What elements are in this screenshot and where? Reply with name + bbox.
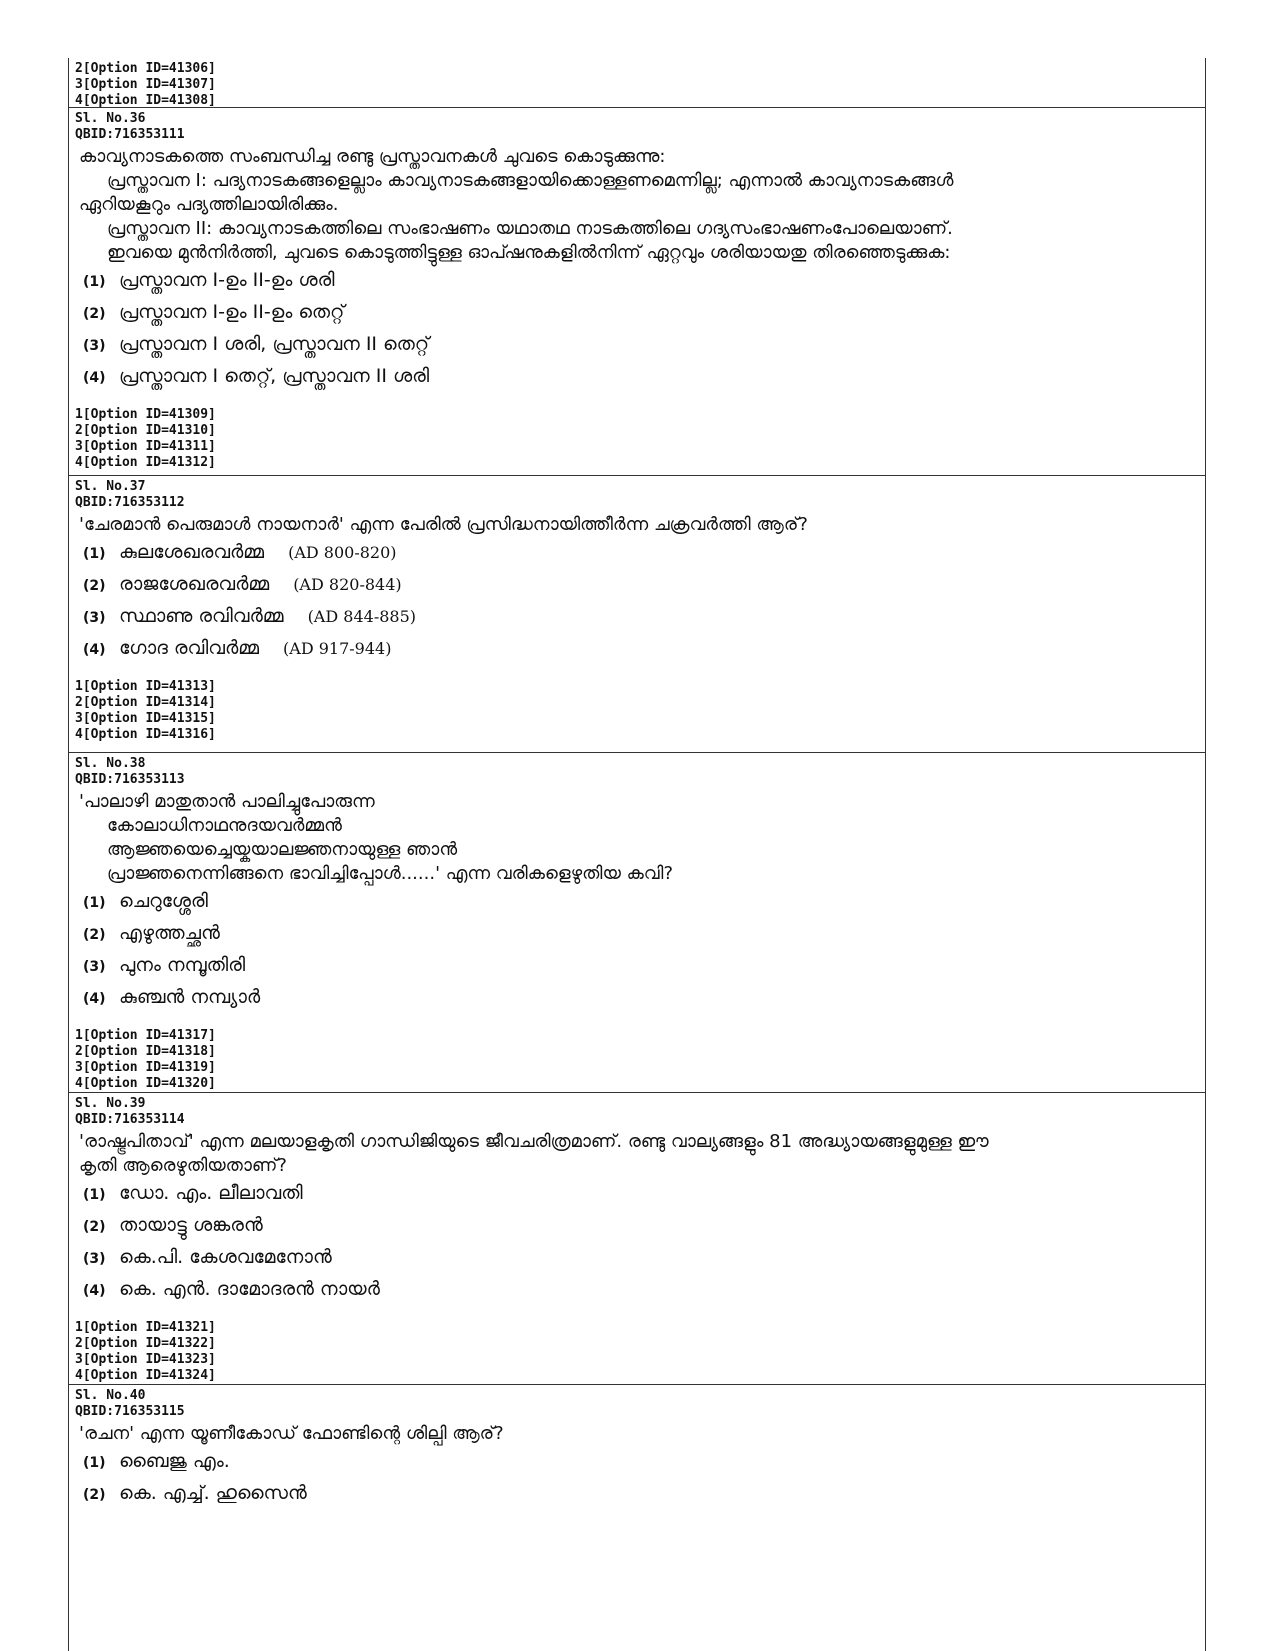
option-id-list bbox=[75, 1320, 1199, 1384]
question-line: കൃതി ആരെഴുതിയതാണ്? bbox=[79, 1155, 287, 1176]
question-line: പ്രസ്താവന II: കാവ്യനാടകത്തിലെ സംഭാഷണം യഥാതഥ നാടകത്തിലെ ഗദ്യസംഭാഷണംപോലെയാണ്. bbox=[107, 218, 953, 239]
option-number: (4) bbox=[83, 370, 106, 386]
question-line: പ്രസ്താവന I: പദ്യനാടകങ്ങളെല്ലാം കാവ്യനാടകങ്ങളായിക്കൊള്ളണമെന്നില്ല; എന്നാൽ കാവ്യനാടകങ്ങൾ bbox=[107, 170, 954, 191]
option-id: 1[Option ID=41321] bbox=[75, 1320, 216, 1335]
option-item bbox=[75, 269, 1199, 301]
option-number: (3) bbox=[83, 338, 106, 354]
option-item bbox=[75, 1214, 1199, 1246]
option-item bbox=[75, 922, 1199, 954]
option-item bbox=[75, 986, 1199, 1018]
option-id: 1[Option ID=41309] bbox=[75, 407, 216, 422]
serial-number: Sl. No.40 bbox=[75, 1388, 146, 1403]
previous-option-ids bbox=[69, 58, 1205, 108]
question-text bbox=[75, 1130, 1199, 1178]
question-line: കാവ്യനാടകത്തെ സംബന്ധിച്ച രണ്ടു പ്രസ്താവനകൾ ചുവടെ കൊടുക്കുന്നു: bbox=[79, 146, 666, 167]
option-text: കെ.പി. കേശവമേനോൻ bbox=[119, 1246, 332, 1268]
option-text: ഗോദ രവിവർമ്മ bbox=[119, 637, 260, 659]
option-id: 3[Option ID=41315] bbox=[75, 711, 216, 726]
option-id-list bbox=[75, 1028, 1199, 1092]
qbid: QBID:716353114 bbox=[75, 1112, 185, 1127]
option-number: (1) bbox=[83, 1187, 106, 1203]
qbid: QBID:716353113 bbox=[75, 772, 185, 787]
question-text bbox=[75, 790, 1199, 886]
option-number: (3) bbox=[83, 959, 106, 975]
option-id: 1[Option ID=41317] bbox=[75, 1028, 216, 1043]
serial-number: Sl. No.39 bbox=[75, 1096, 146, 1111]
option-text: ബൈജു എം. bbox=[119, 1450, 230, 1472]
question-text bbox=[75, 513, 1199, 537]
question-line: 'പാലാഴി മാതുതാൻ പാലിച്ചുപോരുന്ന bbox=[79, 791, 375, 812]
option-text: തായാട്ടു ശങ്കരൻ bbox=[119, 1214, 263, 1236]
option-text: പ്രസ്താവന I തെറ്റ്, പ്രസ്താവന II ശരി bbox=[119, 365, 430, 387]
option-id: 4[Option ID=41316] bbox=[75, 727, 216, 742]
option-year: (AD 844-885) bbox=[307, 607, 416, 626]
option-id-list bbox=[75, 679, 1199, 743]
option-text: കെ. എൻ. ദാമോദരൻ നായർ bbox=[119, 1278, 380, 1300]
option-item bbox=[75, 1246, 1199, 1278]
question-text bbox=[75, 1422, 1199, 1446]
option-year: (AD 820-844) bbox=[293, 575, 402, 594]
serial-number: Sl. No.36 bbox=[75, 111, 146, 126]
option-number: (4) bbox=[83, 1283, 106, 1299]
option-id: 3[Option ID=41311] bbox=[75, 439, 216, 454]
option-item bbox=[75, 301, 1199, 333]
option-text: രാജശേഖരവർമ്മ bbox=[119, 573, 270, 595]
option-item bbox=[75, 365, 1199, 397]
option-number: (2) bbox=[83, 578, 106, 594]
option-id: 1[Option ID=41313] bbox=[75, 679, 216, 694]
option-item bbox=[75, 541, 1199, 573]
option-number: (1) bbox=[83, 274, 106, 290]
option-text: കുലശേഖരവർമ്മ bbox=[119, 541, 265, 563]
option-id: 2[Option ID=41314] bbox=[75, 695, 216, 710]
question-block bbox=[69, 1385, 1205, 1585]
option-number: (4) bbox=[83, 642, 106, 658]
option-number: (2) bbox=[83, 306, 106, 322]
option-id: 4[Option ID=41312] bbox=[75, 455, 216, 470]
question-line: 'രാഷ്ട്രപിതാവ്' എന്ന മലയാളകൃതി ഗാന്ധിജിയുടെ ജീവചരിത്രമാണ്. രണ്ടു വാല്യങ്ങളും 81 അദ്ധ്യായങ്ങളുമുള്ള ഈ bbox=[79, 1131, 989, 1152]
option-id: 3[Option ID=41323] bbox=[75, 1352, 216, 1367]
question-line: കോലാധിനാഥനുദയവർമ്മൻ bbox=[107, 815, 342, 836]
option-number: (3) bbox=[83, 610, 106, 626]
option-number: (1) bbox=[83, 1455, 106, 1471]
question-line: ഏറിയകൂറും പദ്യത്തിലായിരിക്കും. bbox=[79, 194, 339, 215]
question-block bbox=[69, 476, 1205, 753]
option-item bbox=[75, 890, 1199, 922]
option-item bbox=[75, 605, 1199, 637]
option-id-list bbox=[75, 407, 1199, 471]
option-id: 4[Option ID=41324] bbox=[75, 1368, 216, 1383]
option-id: 4[Option ID=41308] bbox=[75, 93, 216, 108]
option-text: പ്രസ്താവന I-ഉം II-ഉം ശരി bbox=[119, 269, 335, 291]
option-year: (AD 917-944) bbox=[283, 639, 392, 658]
option-item bbox=[75, 954, 1199, 986]
option-id: 2[Option ID=41306] bbox=[75, 61, 216, 76]
option-item bbox=[75, 637, 1199, 669]
option-item bbox=[75, 1450, 1199, 1482]
question-paper bbox=[68, 58, 1206, 1651]
question-block bbox=[69, 108, 1205, 476]
option-item bbox=[75, 1278, 1199, 1310]
option-text: പ്രസ്താവന I ശരി, പ്രസ്താവന II തെറ്റ് bbox=[119, 333, 430, 355]
option-item bbox=[75, 333, 1199, 365]
option-number: (2) bbox=[83, 927, 106, 943]
option-number: (4) bbox=[83, 991, 106, 1007]
question-block bbox=[69, 1093, 1205, 1385]
option-id: 3[Option ID=41319] bbox=[75, 1060, 216, 1075]
option-item bbox=[75, 573, 1199, 605]
option-id: 2[Option ID=41310] bbox=[75, 423, 216, 438]
option-text: സ്ഥാണു രവിവർമ്മ bbox=[119, 605, 284, 627]
option-number: (1) bbox=[83, 895, 106, 911]
option-number: (2) bbox=[83, 1487, 106, 1503]
question-line: 'ചേരമാൻ പെരുമാൾ നായനാർ' എന്ന പേരിൽ പ്രസിദ്ധനായിത്തീർന്ന ചക്രവർത്തി ആര്? bbox=[79, 514, 808, 535]
option-text: പ്രസ്താവന I-ഉം II-ഉം തെറ്റ് bbox=[119, 301, 345, 323]
option-id: 3[Option ID=41307] bbox=[75, 77, 216, 92]
question-text bbox=[75, 145, 1199, 265]
option-text: പുനം നമ്പൂതിരി bbox=[119, 954, 246, 976]
option-id: 2[Option ID=41322] bbox=[75, 1336, 216, 1351]
qbid: QBID:716353111 bbox=[75, 127, 185, 142]
option-text: ഡോ. എം. ലീലാവതി bbox=[119, 1182, 303, 1204]
qbid: QBID:716353115 bbox=[75, 1404, 185, 1419]
qbid: QBID:716353112 bbox=[75, 495, 185, 510]
option-item bbox=[75, 1182, 1199, 1214]
serial-number: Sl. No.37 bbox=[75, 479, 146, 494]
question-line: പ്രാജ്ഞനെന്നിങ്ങനെ ഭാവിച്ചിപ്പോൾ......' എന്ന വരികളെഴുതിയ കവി? bbox=[107, 863, 674, 884]
question-line: 'രചന' എന്ന യൂണീകോഡ് ഫോണ്ടിന്റെ ശില്പി ആര്? bbox=[79, 1423, 504, 1444]
question-line: ആജ്ഞയെച്ചെയ്കയാലജ്ഞനായുള്ള ഞാൻ bbox=[107, 839, 458, 860]
question-block bbox=[69, 753, 1205, 1093]
option-year: (AD 800-820) bbox=[288, 543, 397, 562]
option-text: കുഞ്ചൻ നമ്പ്യാർ bbox=[119, 986, 261, 1008]
option-text: എഴുത്തച്ഛൻ bbox=[119, 922, 220, 944]
option-text: ചെറുശ്ശേരി bbox=[119, 890, 208, 912]
option-id: 2[Option ID=41318] bbox=[75, 1044, 216, 1059]
serial-number: Sl. No.38 bbox=[75, 756, 146, 771]
option-text: കെ. എച്ച്. ഹുസൈൻ bbox=[119, 1482, 307, 1504]
option-number: (1) bbox=[83, 546, 106, 562]
question-line: ഇവയെ മുൻനിർത്തി, ചുവടെ കൊടുത്തിട്ടുള്ള ഓപ്ഷനുകളിൽനിന്ന് ഏറ്റവും ശരിയായതു തിരഞ്ഞെടുക്കുക: bbox=[107, 242, 951, 263]
option-id: 4[Option ID=41320] bbox=[75, 1076, 216, 1091]
option-number: (2) bbox=[83, 1219, 106, 1235]
option-number: (3) bbox=[83, 1251, 106, 1267]
option-item bbox=[75, 1482, 1199, 1514]
